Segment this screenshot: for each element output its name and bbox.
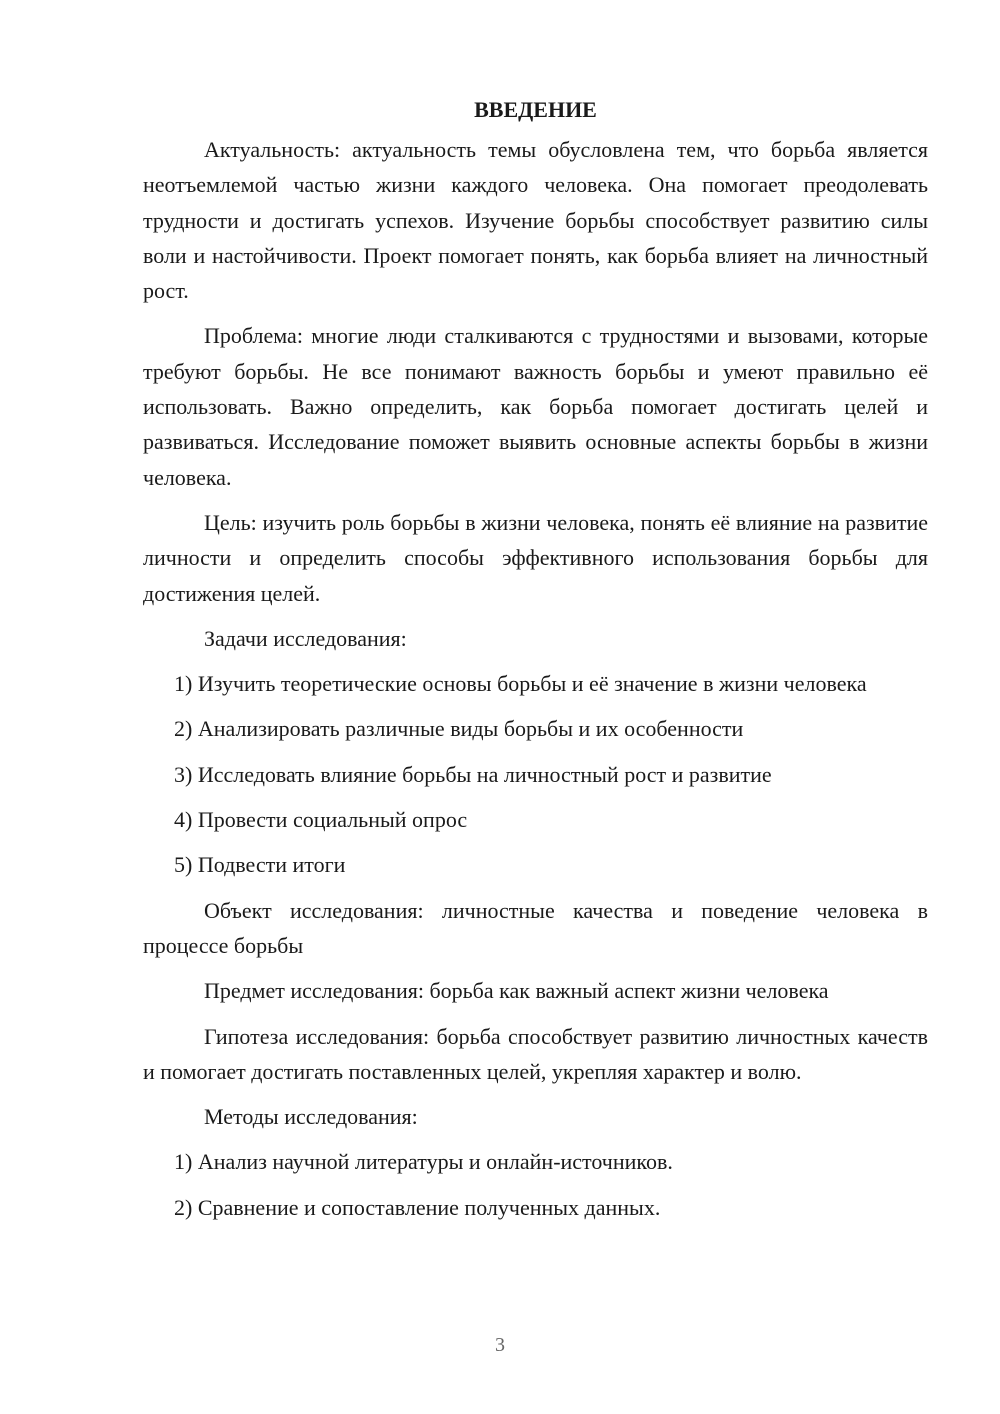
paragraph-goal: Цель: изучить роль борьбы в жизни человека, понять её влияние на развитие личности и определить способы эффективного использования борьбы для достижения целей. [143,509,928,606]
method-item-2: 2) Сравнение и сопоставление полученных данных. [174,1194,661,1220]
page-number: 3 [495,1334,505,1356]
paragraph-relevance: Актуальность: актуальность темы обусловлена тем, что борьба является неотъемлемой частью жизни каждого человека. Она помогает преодолевать трудности и достигать успехов. Изучение борьбы способствует развитию силы воли и настойчивости. Проект помогает понять, как борьба влияет на личностный рост. [143,137,928,304]
tasks-title: Задачи исследования: [204,625,407,651]
method-item-1: 1) Анализ научной литературы и онлайн-источников. [174,1149,673,1175]
task-item-4: 4) Провести социальный опрос [174,807,468,833]
paragraph-hypothesis: Гипотеза исследования: борьба способствует развитию личностных качеств и помогает достигать поставленных целей, укрепляя характер и волю. [143,1023,928,1084]
task-item-1: 1) Изучить теоретические основы борьбы и её значение в жизни человека [174,671,867,697]
task-item-2: 2) Анализировать различные виды борьбы и их особенности [174,716,744,742]
methods-title: Методы исследования: [204,1104,418,1130]
paragraph-subject: Предмет исследования: борьба как важный аспект жизни человека [204,978,829,1004]
task-item-5: 5) Подвести итоги [174,852,346,878]
section-heading: ВВЕДЕНИЕ [474,97,597,122]
paragraph-problem: Проблема: многие люди сталкиваются с трудностями и вызовами, которые требуют борьбы. Не все понимают важность борьбы и умеют правильно её использовать. Важно определить, как борьба помогает достигать целей и развиваться. Исследование поможет выявить основные аспекты борьбы в жизни человека. [143,323,928,490]
task-item-3: 3) Исследовать влияние борьбы на личностный рост и развитие [174,761,772,787]
document-page [143,92,928,1235]
paragraph-object: Объект исследования: личностные качества и поведение человека в процессе борьбы [143,897,928,958]
